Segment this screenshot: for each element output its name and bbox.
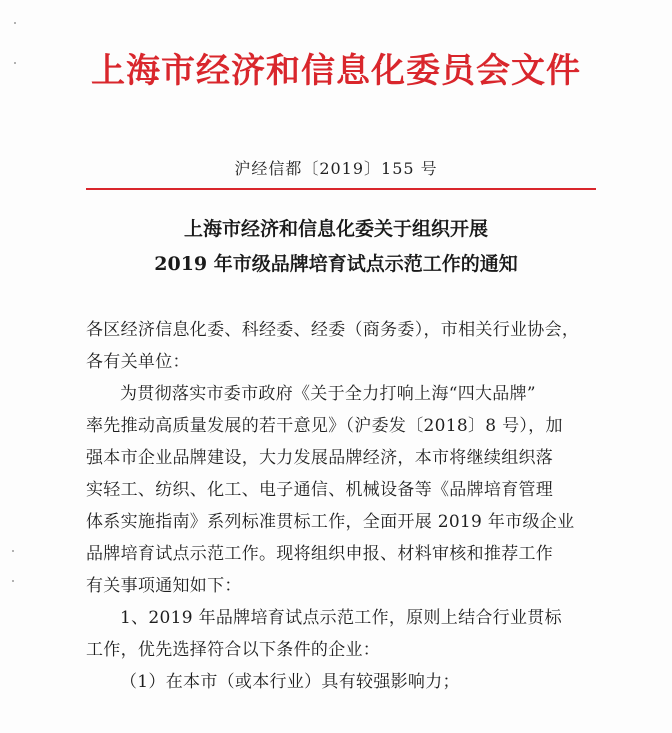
body-item-1-line-1: 1、2019 年品牌培育试点示范工作，原则上结合行业贯标 [120, 608, 562, 628]
body-item-1-line-2: 工作，优先选择符合以下条件的企业： [86, 640, 381, 660]
subject-line-1: 上海市经济和信息化委关于组织开展 [183, 218, 488, 240]
scan-speck [12, 580, 14, 582]
body-paragraph-1-line-1: 为贯彻落实市委市政府《关于全力打响上海“四大品牌” [120, 384, 536, 404]
body-paragraph-1-line-5: 体系实施指南》系列标准贯标工作，全面开展 2019 年市级企业 [86, 512, 575, 532]
body-line-addressees: 各区经济信息化委、科经委、经委（商务委），市相关行业协会， [86, 320, 580, 340]
body-paragraph-1-line-2: 率先推动高质量发展的若干意见》（沪委发〔2018〕8 号），加 [86, 416, 563, 436]
subject-line-2: 2019 年市级品牌培育试点示范工作的通知 [154, 253, 518, 275]
red-divider-line [86, 188, 596, 190]
body-paragraph-1-line-7: 有关事项通知如下： [86, 576, 242, 596]
body-sub-item-1: （1）在本市（或本行业）具有较强影响力； [120, 672, 460, 692]
document-number: 沪经信都〔2019〕155 号 [234, 159, 438, 178]
scan-speck [14, 22, 16, 24]
body-paragraph-1-line-4: 实轻工、纺织、化工、电子通信、机械设备等《品牌培育管理 [86, 480, 554, 500]
scan-speck [12, 550, 14, 552]
body-line-addressees-cont: 各有关单位： [86, 352, 190, 372]
body-paragraph-1-line-3: 强本市企业品牌建设，大力发展品牌经济，本市将继续组织落 [86, 448, 554, 468]
body-paragraph-1-line-6: 品牌培育试点示范工作。现将组织申报、材料审核和推荐工作 [86, 544, 554, 564]
issuer-title: 上海市经济和信息化委员会文件 [91, 51, 581, 91]
